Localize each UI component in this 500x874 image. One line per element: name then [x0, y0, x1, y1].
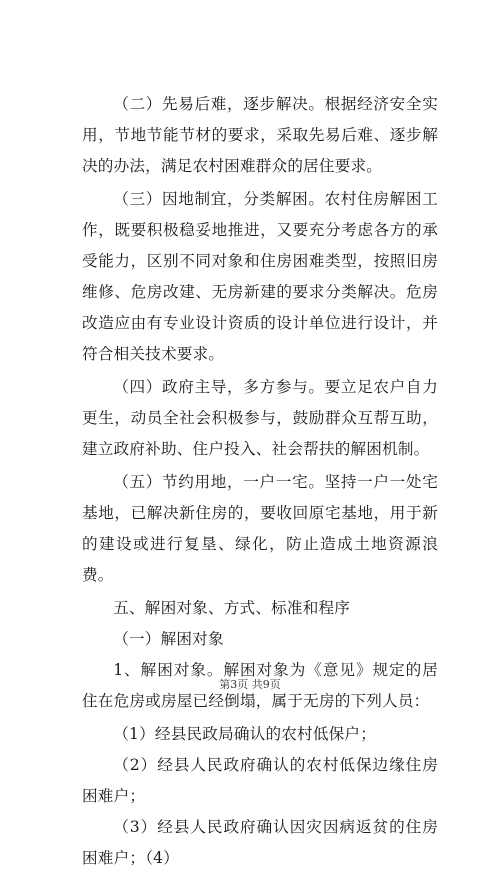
list-item-2: （2）经县人民政府确认的农村低保边缘住房困难户；	[82, 756, 438, 805]
document-body	[82, 89, 438, 874]
paragraph-principle-5: （五）节约用地，一户一宅。坚持一户一处宅基地，已解决新住房的，要收回原宅基地，用于新的建设或进行复垦、绿化，防止造成土地资源浪费。	[82, 473, 438, 584]
page-number-footer: 第3页 共9页	[219, 678, 281, 691]
paragraph-principle-3: （三）因地制宜，分类解困。农村住房解困工作，既要积极稳妥地推进，又要充分考虑各方的承受能力，区别不同对象和住房困难类型，按照旧房维修、危房改建、无房新建的要求分类解决。危房改造应由有专业设计资质的设计单位进行设计，并符合相关技术要求。	[82, 190, 438, 363]
subsection-heading-1: （一）解困对象	[113, 630, 224, 648]
paragraph-target-definition: 1、解困对象。解困对象为《意见》规定的居住在危房或房屋已经倒塌，属于无房的下列人员：	[82, 661, 438, 710]
paragraph-principle-2: （二）先易后难，逐步解决。根据经济安全实用，节地节能节材的要求，采取先易后难、逐步解决的办法，满足农村困难群众的居住要求。	[82, 95, 438, 175]
list-item-3: （3）经县人民政府确认因灾因病返贫的住房困难户；（4）	[82, 818, 438, 867]
section-heading-5: 五、解困对象、方式、标准和程序	[113, 599, 351, 617]
list-item-1: （1）经县民政局确认的农村低保户；	[113, 725, 377, 743]
paragraph-principle-4: （四）政府主导，多方参与。要立足农户自力更生，动员全社会积极参与，鼓励群众互帮互助，建立政府补助、住户投入、社会帮扶的解困机制。	[82, 378, 438, 458]
